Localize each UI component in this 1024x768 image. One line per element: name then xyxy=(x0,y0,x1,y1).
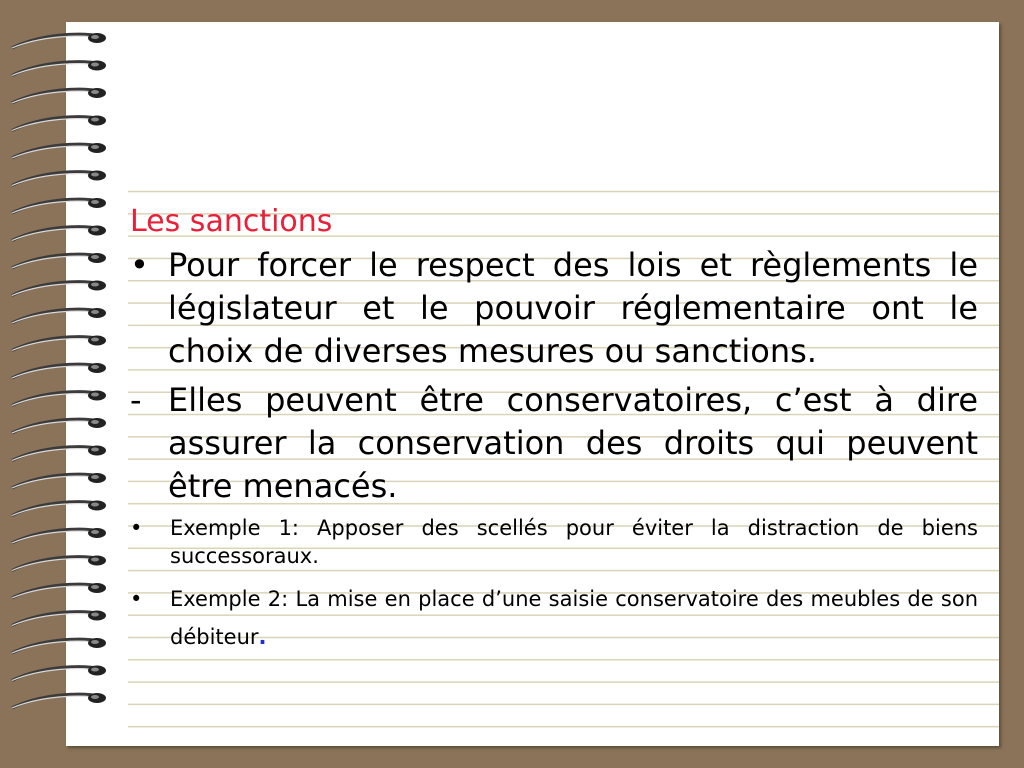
bullet-item-3 xyxy=(130,514,978,570)
dash-marker: - xyxy=(130,381,142,419)
slide-content xyxy=(130,200,978,656)
bullet-text: Exemple 2: La mise en place d’une saisie conservatoire des meubles de son débiteur xyxy=(170,587,978,649)
binding-ring xyxy=(12,418,106,433)
bullet-marker: • xyxy=(130,246,149,284)
binding-ring xyxy=(12,336,106,351)
bullet-item-1 xyxy=(130,244,978,373)
bullet-marker: • xyxy=(130,587,143,611)
binding-ring xyxy=(12,473,106,488)
binding-ring xyxy=(12,226,106,241)
binding-ring xyxy=(12,446,106,461)
binding-ring xyxy=(12,281,106,296)
binding-ring xyxy=(12,116,106,131)
binding-ring xyxy=(12,528,106,543)
end-dot: . xyxy=(258,625,267,649)
bullet-text-wrap xyxy=(170,580,978,656)
binding-ring xyxy=(12,391,106,406)
binding-ring xyxy=(12,363,106,378)
bullet-text: Pour forcer le respect des lois et règlements le législateur et le pouvoir réglementaire ont le choix de diverses mesures ou sanctions. xyxy=(168,246,978,370)
binding-ring xyxy=(12,638,106,653)
slide-title: Les sanctions xyxy=(130,204,333,239)
bullet-item-2 xyxy=(130,379,978,508)
binding-ring xyxy=(12,33,106,48)
binding-ring xyxy=(12,556,106,571)
binding-ring xyxy=(12,583,106,598)
binding-ring xyxy=(12,198,106,213)
binding-ring xyxy=(12,611,106,626)
binding-ring xyxy=(12,171,106,186)
bullet-text: Exemple 1: Apposer des scellés pour éviter la distraction de biens successoraux. xyxy=(170,516,978,568)
binding-ring xyxy=(12,253,106,268)
binding-ring xyxy=(12,308,106,323)
bullet-item-4 xyxy=(130,580,978,656)
binding-ring xyxy=(12,61,106,76)
binding-ring xyxy=(12,501,106,516)
bullet-text: Elles peuvent être conservatoires, c’est à dire assurer la conservation des droits qui peuvent être menacés. xyxy=(168,381,978,505)
binding-ring xyxy=(12,666,106,681)
spiral-binding-icon xyxy=(0,0,120,768)
binding-ring xyxy=(12,693,106,708)
binding-ring xyxy=(12,88,106,103)
bullet-marker: • xyxy=(130,516,143,540)
page-header-area xyxy=(66,22,999,172)
binding-ring xyxy=(12,143,106,158)
